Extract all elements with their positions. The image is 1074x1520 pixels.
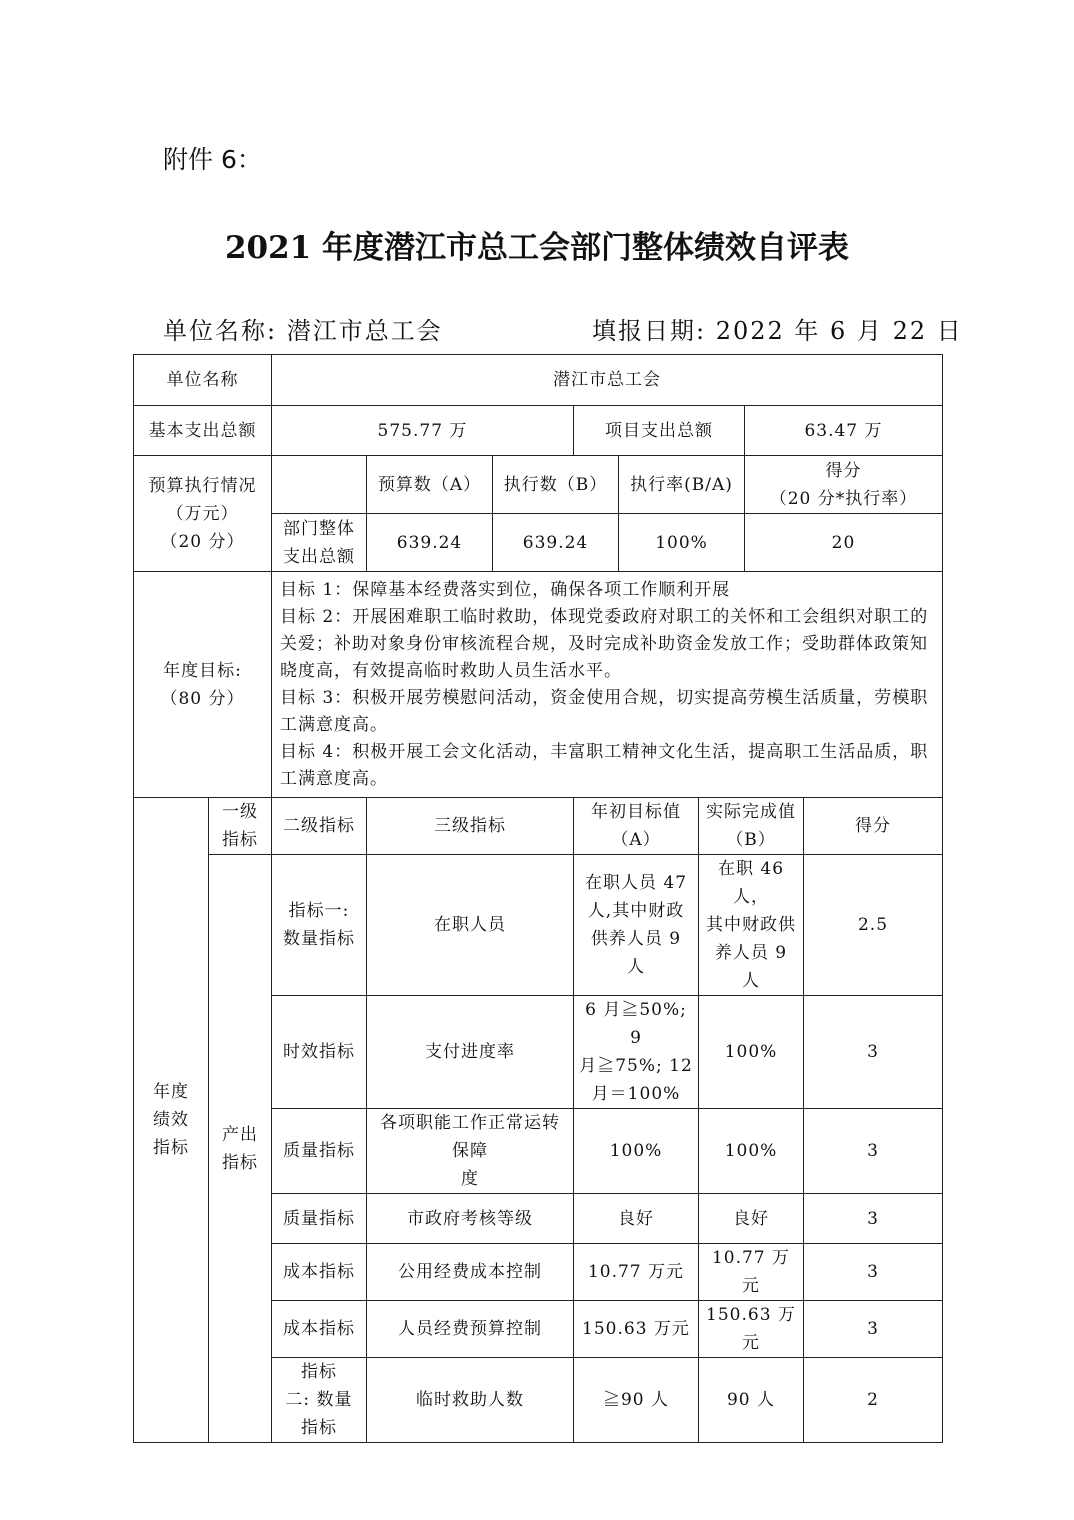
indicator-header-row [134,798,943,855]
score-header-line: 得分 [825,460,862,481]
goal-item: 目标 3：积极开展劳模慰问活动，资金使用合规，切实提高劳模生活质量，劳模职工满意度高。 [280,687,929,735]
header-line: 一级 [222,802,258,822]
cell-line: 指标 [301,1418,337,1438]
level1-header [209,798,272,855]
unit-name-line: 单位名称: 潜江市总工会 [163,317,443,345]
dept-total-line: 部门整体 [283,518,355,539]
dept-total-line: 支出总额 [283,546,355,567]
cell-line: 二: 数量 [285,1390,353,1410]
cell-line: 指标 [301,1362,337,1382]
level3-cell [367,1109,574,1194]
cell-line: 人 [627,957,645,977]
annual-goal-label [134,572,272,798]
actual-cell: 90 人 [699,1358,804,1443]
actual-cell: 100% [699,996,804,1109]
actual-cell: 100% [699,1109,804,1194]
unit-name-label: 单位名称 [134,355,272,406]
evaluation-table [133,354,943,1443]
level2-cell: 时效指标 [272,996,367,1109]
dept-total-label [272,514,367,572]
score-cell: 3 [804,1301,943,1358]
level3-header: 三级指标 [367,798,574,855]
budget-label-line: （20 分） [160,531,245,552]
goal-item: 目标 2：开展困难职工临时救助，体现党委政府对职工的关怀和工会组织对职工的关爱；补助对象身份审核流程合规，及时完成补助资金发放工作；受助群体政策知晓度高，有效提高临时救助人员生活水平。 [280,606,929,681]
cell-line: 度 [461,1169,479,1189]
level2-header: 二级指标 [272,798,367,855]
score-cell: 3 [804,996,943,1109]
cell-line: 人,其中财政 [587,901,685,921]
indicator-row [134,855,943,996]
score-cell: 3 [804,1194,943,1244]
level2-cell [272,855,367,996]
fill-date-line: 填报日期: 2022 年 6 月 22 日 [592,317,963,345]
indicator-section-line: 年度 [153,1082,189,1102]
annual-goal-label-line: （80 分） [160,688,245,709]
target-cell: 10.77 万元 [574,1244,699,1301]
goal-item: 目标 4：积极开展工会文化活动，丰富职工精神文化生活，提高职工生活品质，职工满意度高。 [280,741,929,789]
unit-name-value: 潜江市总工会 [272,355,943,406]
target-cell [574,996,699,1109]
budget-value-a: 639.24 [367,514,493,572]
budget-header-a: 预算数（A） [367,456,493,514]
score-cell: 2 [804,1358,943,1443]
actual-cell: 良好 [699,1194,804,1244]
budget-header-rate: 执行率(B/A) [619,456,745,514]
goal-item: 目标 1：保障基本经费落实到位，确保各项工作顺利开展 [280,579,731,600]
target-header [574,798,699,855]
target-cell: 良好 [574,1194,699,1244]
level3-cell: 临时救助人数 [367,1358,574,1443]
cell-line: 指标一: [288,901,350,921]
cell-line: 各项职能工作正常运转保障 [380,1113,560,1161]
score-header-line: （20 分*执行率） [769,488,918,509]
cell-line: 月≧75%; 12 [579,1056,693,1076]
score-cell: 2.5 [804,855,943,996]
expense-row [134,406,943,456]
annual-goal-label-line: 年度目标: [163,660,242,681]
score-cell: 3 [804,1109,943,1194]
level3-cell: 人员经费预算控制 [367,1301,574,1358]
target-cell [574,855,699,996]
cell-line: 供养人员 9 [590,929,682,949]
budget-header-row [134,456,943,514]
score-header: 得分 [804,798,943,855]
level2-cell: 质量指标 [272,1109,367,1194]
actual-cell [699,855,804,996]
budget-value-score: 20 [745,514,943,572]
budget-label-line: （万元） [166,503,239,524]
cell-line: 在职 46 人， [717,859,785,907]
target-cell: 150.63 万元 [574,1301,699,1358]
level2-cell: 成本指标 [272,1244,367,1301]
budget-value-b: 639.24 [493,514,619,572]
level3-cell: 支付进度率 [367,996,574,1109]
budget-label [134,456,272,572]
output-label-line: 产出 [222,1124,258,1145]
annual-goal-row [134,572,943,798]
indicator-section-line: 绩效 [153,1110,189,1130]
unit-name-row [134,355,943,406]
level2-cell: 质量指标 [272,1194,367,1244]
level2-cell [272,1358,367,1443]
level2-cell: 成本指标 [272,1301,367,1358]
level3-cell: 市政府考核等级 [367,1194,574,1244]
basic-expense-label: 基本支出总额 [134,406,272,456]
header-line: 指标 [222,830,258,850]
basic-expense-value: 575.77 万 [272,406,574,456]
budget-value-rate: 100% [619,514,745,572]
budget-label-line: 预算执行情况 [148,475,257,496]
header-line: 实际完成值 [706,802,796,822]
indicator-section-line: 指标 [153,1138,189,1158]
output-label-line: 指标 [222,1152,258,1173]
annual-goals-text [272,572,943,798]
cell-line: 6 月≧50%; 9 [585,1000,687,1048]
level3-cell: 公用经费成本控制 [367,1244,574,1301]
cell-line: 数量指标 [283,929,355,949]
output-indicator-label [209,855,272,1443]
budget-header-b: 执行数（B） [493,456,619,514]
cell-line: 月＝100% [591,1084,681,1104]
empty-cell [272,456,367,514]
project-expense-label: 项目支出总额 [574,406,745,456]
header-line: （A） [611,830,661,850]
page-title: 2021 年度潜江市总工会部门整体绩效自评表 [224,230,850,266]
indicator-section-label [134,798,209,1443]
actual-header [699,798,804,855]
attachment-label: 附件 6： [163,145,262,174]
level3-cell: 在职人员 [367,855,574,996]
header-line: （B） [726,830,776,850]
cell-line: 在职人员 47 [584,873,688,893]
actual-cell: 150.63 万元 [699,1301,804,1358]
cell-line: 其中财政供 [706,915,796,935]
target-cell: ≧90 人 [574,1358,699,1443]
project-expense-value: 63.47 万 [745,406,943,456]
actual-cell: 10.77 万元 [699,1244,804,1301]
header-line: 年初目标值 [591,802,681,822]
cell-line: 养人员 9 人 [714,943,788,991]
target-cell: 100% [574,1109,699,1194]
budget-header-score [745,456,943,514]
score-cell: 3 [804,1244,943,1301]
